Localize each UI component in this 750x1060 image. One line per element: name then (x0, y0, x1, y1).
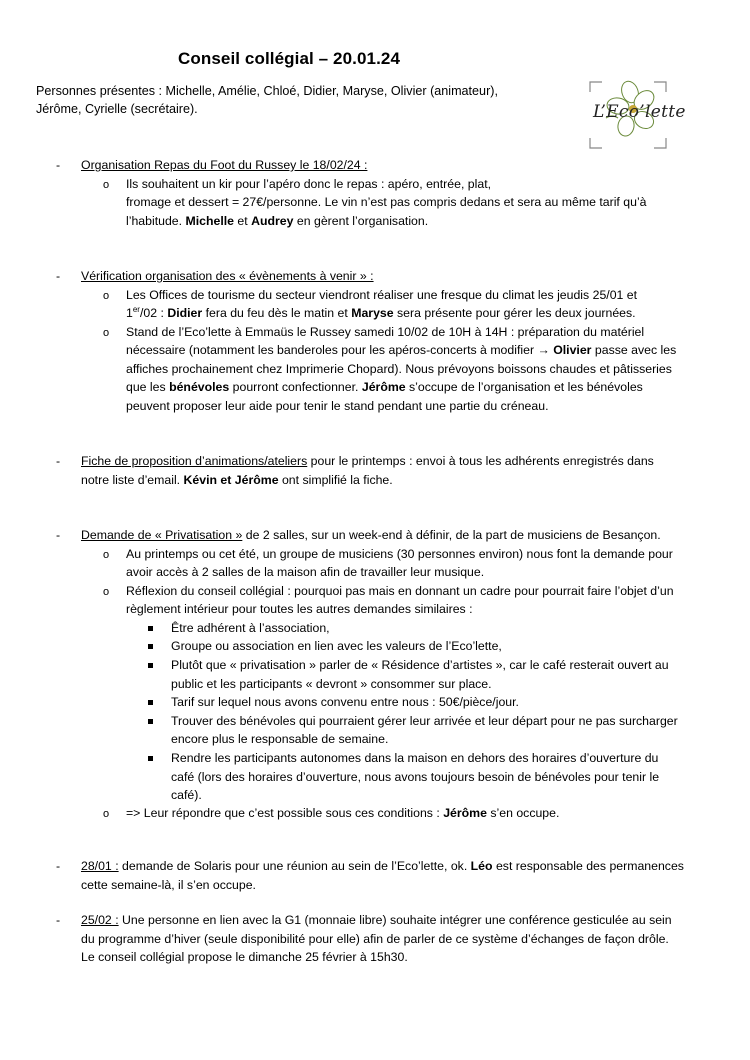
text-line: => Leur répondre que c’est possible sous ces conditions : Jérôme s’en occupe. (126, 805, 560, 820)
text-line: que les bénévoles pourront confectionner. Jérôme s’occupe de l’organisation et les bénévoles (126, 380, 643, 395)
text-line: règlement intérieur pour toutes les autres demandes similaires : (126, 602, 473, 617)
text-line: Réflexion du conseil collégial : pourquoi pas mais en donnant un cadre pour pourrait faire l’objet d’un (126, 583, 674, 598)
attendees-line-2: Jérôme, Cyrielle (secrétaire). (36, 102, 198, 116)
text-line: Trouver des bénévoles qui pourraient gérer leur arrivée et leur départ pour ne pas surcharger (171, 713, 678, 728)
section-heading: Organisation Repas du Foot du Russey le 18/02/24 : (81, 158, 368, 172)
square-bullet (148, 626, 153, 631)
dash-bullet: - (56, 454, 61, 468)
sub-item (81, 286, 703, 323)
dash-bullet: - (56, 528, 61, 542)
sub-item (81, 323, 703, 416)
dash-bullet: - (56, 859, 61, 873)
attendees-line-1: Personnes présentes : Michelle, Amélie, Chloé, Didier, Maryse, Olivier (animateur), (36, 84, 498, 98)
text-line: l’habitude. Michelle et Audrey en gèrent l’organisation. (126, 213, 429, 228)
logo-text: L’Eco’lette (593, 102, 686, 122)
section-heading: 28/01 : (81, 859, 119, 873)
text-line: 28/01 : demande de Solaris pour une réunion au sein de l’Eco’lette, ok. Léo est responsable des permanences (81, 859, 684, 873)
square-bullet (148, 663, 153, 668)
dash-bullet: - (56, 158, 61, 172)
text-line: encore plus le responsable de semaine. (171, 732, 389, 747)
text-line: Stand de l’Eco’lette à Emmaüs le Russey samedi 10/02 de 10H à 14H : préparation du matériel (126, 324, 645, 339)
circle-bullet: o (103, 326, 110, 339)
circle-bullet: o (103, 585, 110, 598)
text-line: café (lors des horaires d’ouverture, nous avons toujours besoin de bénévoles pour tenir le (171, 769, 660, 784)
text-line: Ils souhaitent un kir pour l’apéro donc le repas : apéro, entrée, plat, (126, 176, 492, 191)
text-line: public et les participants « devront » consommer sur place. (171, 676, 492, 691)
text-line: notre liste d’email. Kévin et Jérôme ont simplifié la fiche. (81, 472, 393, 487)
text-line: nécessaire (notamment les banderoles pour les apéros-concerts à modifier → Olivier passe avec les (126, 343, 677, 358)
text-line: 25/02 : Une personne en lien avec la G1 (monnaie libre) souhaite intégrer une conférence gesticulée au sein (81, 913, 672, 927)
text-line: Tarif sur lequel nous avons convenu entre nous : 50€/pièce/jour. (171, 695, 519, 710)
text-line: Rendre les participants autonomes dans la maison en dehors des horaires d’ouverture du (171, 750, 659, 765)
sub-item (81, 175, 703, 231)
circle-bullet: o (103, 548, 110, 561)
sub-item (81, 545, 703, 582)
section-heading: 25/02 : (81, 913, 119, 927)
text-line: Groupe ou association en lien avec les valeurs de l’Eco’lette, (171, 639, 502, 654)
text-line: du programme d’hiver (seule disponibilité pour elle) afin de parler de ce système d’échanges de façon drôle. (81, 931, 669, 946)
text-line: peuvent proposer leur aide pour tenir le stand pendant une partie du créneau. (126, 398, 549, 413)
circle-bullet: o (103, 178, 110, 191)
text-line: Les Offices de tourisme du secteur viendront réaliser une fresque du climat les jeudis 25/01 et (126, 287, 638, 302)
sub-item (81, 582, 703, 803)
section-heading: Demande de « Privatisation » (81, 528, 243, 542)
square-bullet (148, 700, 153, 705)
text-line: Plutôt que « privatisation » parler de « Résidence d’artistes », car le café resterait ouvert au (171, 657, 669, 672)
text-line: avoir accès à 2 salles de la maison afin de travailler leur musique. (126, 565, 485, 580)
text-line: café). (171, 788, 202, 803)
section-heading: Fiche de proposition d’animations/ateliers (81, 454, 308, 468)
square-bullet (148, 756, 153, 761)
text-line: cette semaine-là, il s’en occupe. (81, 877, 256, 892)
attendees (36, 82, 556, 118)
text-line: Demande de « Privatisation » de 2 salles, sur un week-end à définir, de la part de musiciens de Besançon. (81, 528, 661, 542)
text-line: Le conseil collégial propose le dimanche 25 février à 15h30. (81, 950, 408, 965)
text-line: Fiche de proposition d’animations/ateliers pour le printemps : envoi à tous les adhérents enregistrés dans (81, 454, 654, 468)
square-bullet (148, 719, 153, 724)
dash-bullet: - (56, 269, 61, 283)
section-heading: Vérification organisation des « évènements à venir » : (81, 269, 374, 283)
text-line: Au printemps ou cet été, un groupe de musiciens (30 personnes environ) nous font la demande pour (126, 546, 673, 561)
circle-bullet: o (103, 807, 110, 820)
document-title: Conseil collégial – 20.01.24 (178, 49, 401, 68)
text-line: fromage et dessert = 27€/personne. Le vin n’est pas compris dedans et sera au même tarif qu’à (126, 195, 647, 210)
text-line: affiches prochainement chez Imprimerie Chopard). Nous prévoyons boissons chaudes et pâtisseries (126, 361, 672, 376)
square-bullet (148, 644, 153, 649)
dash-bullet: - (56, 913, 61, 927)
text-line: Être adhérent à l’association, (171, 620, 330, 635)
sub-item (81, 804, 703, 824)
circle-bullet: o (103, 289, 110, 302)
text-line: 1er/02 : Didier fera du feu dès le matin et Maryse sera présente pour gérer les deux journées. (126, 305, 636, 321)
